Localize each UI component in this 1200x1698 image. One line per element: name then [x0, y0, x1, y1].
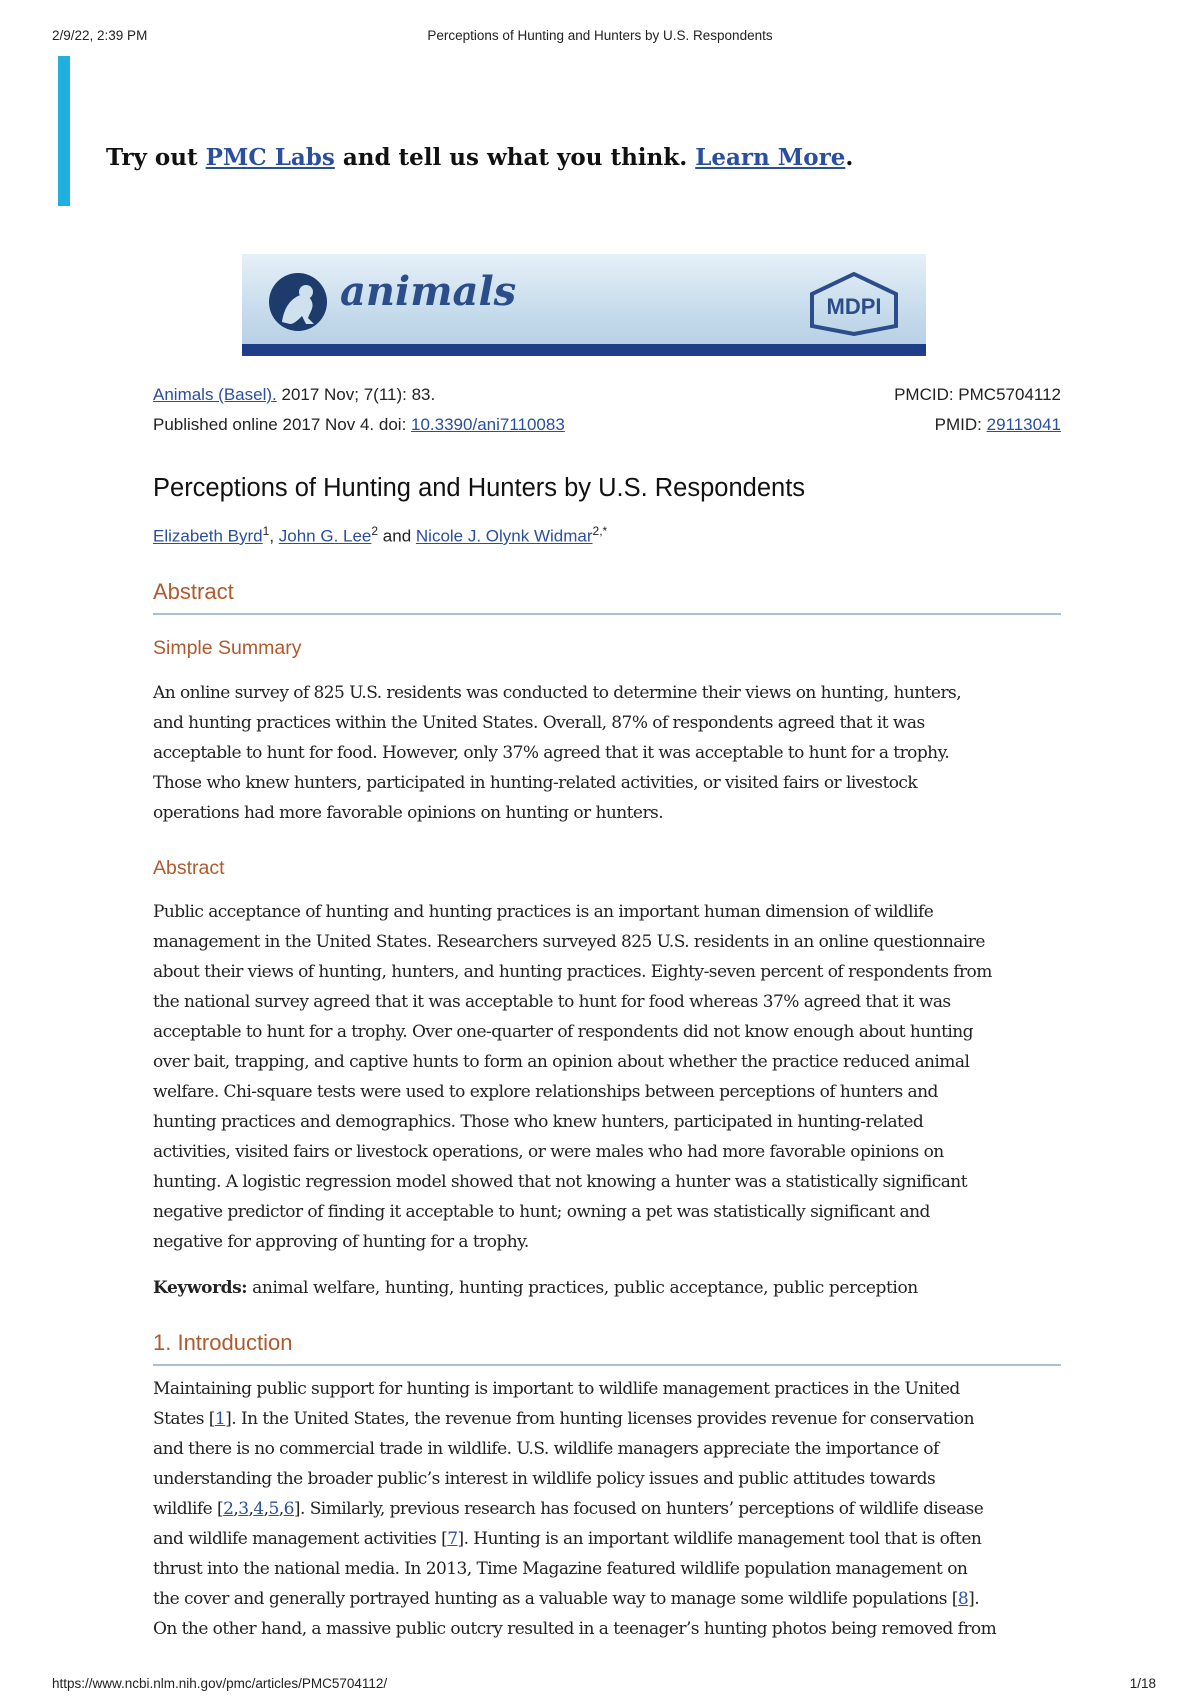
print-title: Perceptions of Hunting and Hunters by U.S. Respondents — [427, 28, 773, 43]
pmid-link[interactable]: 29113041 — [986, 415, 1061, 434]
animal-silhouette-icon — [268, 272, 328, 332]
reference-link[interactable]: 7 — [447, 1529, 458, 1549]
text-line: hunting practices and demographics. Those who knew hunters, participated in hunting-related — [153, 1112, 924, 1132]
text-line: negative predictor of finding it acceptable to hunt; owning a pet was statistically significant and — [153, 1202, 930, 1222]
author-separator: and — [378, 526, 416, 546]
text-line: management in the United States. Researchers surveyed 825 U.S. residents in an online questionnaire — [153, 932, 985, 952]
journal-banner[interactable] — [242, 254, 926, 356]
text-line: States [1]. In the United States, the revenue from hunting licenses provides revenue for conservation — [153, 1409, 974, 1429]
journal-banner-stripe — [242, 344, 926, 356]
abstract-heading-text: Abstract — [153, 579, 234, 604]
text-line: and hunting practices within the United States. Overall, 87% of respondents agreed that it was — [153, 713, 925, 733]
author-list — [153, 524, 607, 547]
reference-link[interactable]: 1 — [214, 1409, 226, 1429]
doi-link[interactable]: 10.3390/ani7110083 — [411, 415, 565, 434]
keywords — [153, 1278, 918, 1298]
text-line: the cover and generally portrayed hunting as a valuable way to manage some wildlife populations [8]. — [153, 1589, 980, 1609]
text-line: and wildlife management activities [7]. Hunting is an important wildlife management tool that is often — [153, 1529, 982, 1549]
text-line: about their views of hunting, hunters, and hunting practices. Eighty-seven percent of respondents from — [153, 962, 992, 982]
svg-text:MDPI: MDPI — [826, 294, 882, 319]
text-line: activities, visited fairs or livestock operations, or were males who had more favorable opinions on — [153, 1142, 944, 1162]
mdpi-logo — [806, 272, 902, 336]
pmc-labs-banner — [58, 56, 1118, 206]
keywords-text: animal welfare, hunting, hunting practices, public acceptance, public perception — [247, 1278, 918, 1298]
affiliation-sup[interactable]: 2,* — [592, 524, 608, 538]
affiliation-sup[interactable]: 2 — [371, 524, 379, 538]
text-line: Maintaining public support for hunting is important to wildlife management practices in the United — [153, 1379, 960, 1399]
print-url: https://www.ncbi.nlm.nih.gov/pmc/articles/PMC5704112/ — [52, 1676, 388, 1691]
abstract-section-heading — [153, 579, 1061, 605]
text-line: acceptable to hunt for food. However, only 37% agreed that it was acceptable to hunt for a trophy. — [153, 743, 950, 763]
text-line: wildlife [2,3,4,5,6]. Similarly, previous research has focused on hunters’ perceptions of wildlife disease — [153, 1499, 984, 1519]
abstract-subheading: Abstract — [153, 857, 225, 879]
section-rule — [153, 613, 1061, 615]
pmcid: PMCID: PMC5704112 — [894, 385, 1061, 404]
text-line: welfare. Chi-square tests were used to explore relationships between perceptions of hunters and — [153, 1082, 938, 1102]
journal-name: animals — [340, 268, 517, 315]
banner-middle: and tell us what you think. — [334, 144, 696, 171]
text-line: hunting. A logistic regression model showed that not knowing a hunter was a statistically significant — [153, 1172, 967, 1192]
text-line: Public acceptance of hunting and hunting practices is an important human dimension of wildlife — [153, 902, 934, 922]
text-line: thrust into the national media. In 2013, Time Magazine featured wildlife population management on — [153, 1559, 968, 1579]
author-link[interactable]: Elizabeth Byrd — [153, 526, 263, 546]
learn-more-link[interactable]: Learn More — [695, 144, 846, 171]
published-date: Published online 2017 Nov 4. doi: — [153, 415, 412, 434]
reference-link[interactable]: 4 — [253, 1499, 264, 1519]
abstract-paragraph — [153, 897, 1061, 1257]
print-date: 2/9/22, 2:39 PM — [52, 28, 148, 43]
article-title: Perceptions of Hunting and Hunters by U.S. Respondents — [153, 474, 806, 502]
reference-link[interactable]: 3 — [238, 1499, 249, 1519]
banner-prefix: Try out — [106, 144, 206, 171]
simple-summary-paragraph — [153, 678, 1061, 828]
pmid-label: PMID: — [934, 415, 987, 434]
author-link[interactable]: Nicole J. Olynk Widmar — [415, 526, 593, 546]
text-line: acceptable to hunt for a trophy. Over one-quarter of respondents did not know enough about hunting — [153, 1022, 973, 1042]
text-line: Those who knew hunters, participated in hunting-related activities, or visited fairs or livestock — [153, 773, 918, 793]
keywords-label: Keywords: — [153, 1278, 248, 1298]
banner-suffix: . — [845, 144, 854, 171]
reference-link[interactable]: 5 — [268, 1499, 279, 1519]
text-line: An online survey of 825 U.S. residents was conducted to determine their views on hunting, hunters, — [153, 683, 962, 703]
banner-accent-bar — [58, 56, 70, 206]
print-page-number: 1/18 — [1129, 1676, 1156, 1691]
text-line: negative for approving of hunting for a trophy. — [153, 1232, 529, 1252]
text-line: and there is no commercial trade in wildlife. U.S. wildlife managers appreciate the importance of — [153, 1439, 939, 1459]
author-separator: , — [269, 526, 279, 546]
author-link[interactable]: John G. Lee — [278, 526, 372, 546]
introduction-heading — [153, 1330, 1061, 1356]
introduction-paragraph — [153, 1374, 1061, 1644]
text-line: the national survey agreed that it was acceptable to hunt for food whereas 37% agreed that it was — [153, 992, 951, 1012]
text-line: operations had more favorable opinions on hunting or hunters. — [153, 803, 664, 823]
journal-issue: 2017 Nov; 7(11): 83. — [276, 385, 436, 404]
introduction-heading-text: 1. Introduction — [153, 1330, 293, 1355]
reference-link[interactable]: 6 — [283, 1499, 294, 1519]
text-line: understanding the broader public’s interest in wildlife policy issues and public attitudes towards — [153, 1469, 936, 1489]
reference-link[interactable]: 8 — [957, 1589, 969, 1609]
reference-link[interactable]: 2 — [223, 1499, 234, 1519]
journal-link[interactable]: Animals (Basel). — [153, 385, 277, 404]
affiliation-sup[interactable]: 1 — [262, 524, 270, 538]
text-line: over bait, trapping, and captive hunts to form an opinion about whether the practice reduced animal — [153, 1052, 970, 1072]
text-line: On the other hand, a massive public outcry resulted in a teenager’s hunting photos being removed from — [153, 1619, 997, 1639]
simple-summary-heading: Simple Summary — [153, 637, 302, 659]
section-rule — [153, 1364, 1061, 1366]
pmc-labs-link[interactable]: PMC Labs — [205, 144, 335, 171]
banner-message — [106, 144, 853, 171]
